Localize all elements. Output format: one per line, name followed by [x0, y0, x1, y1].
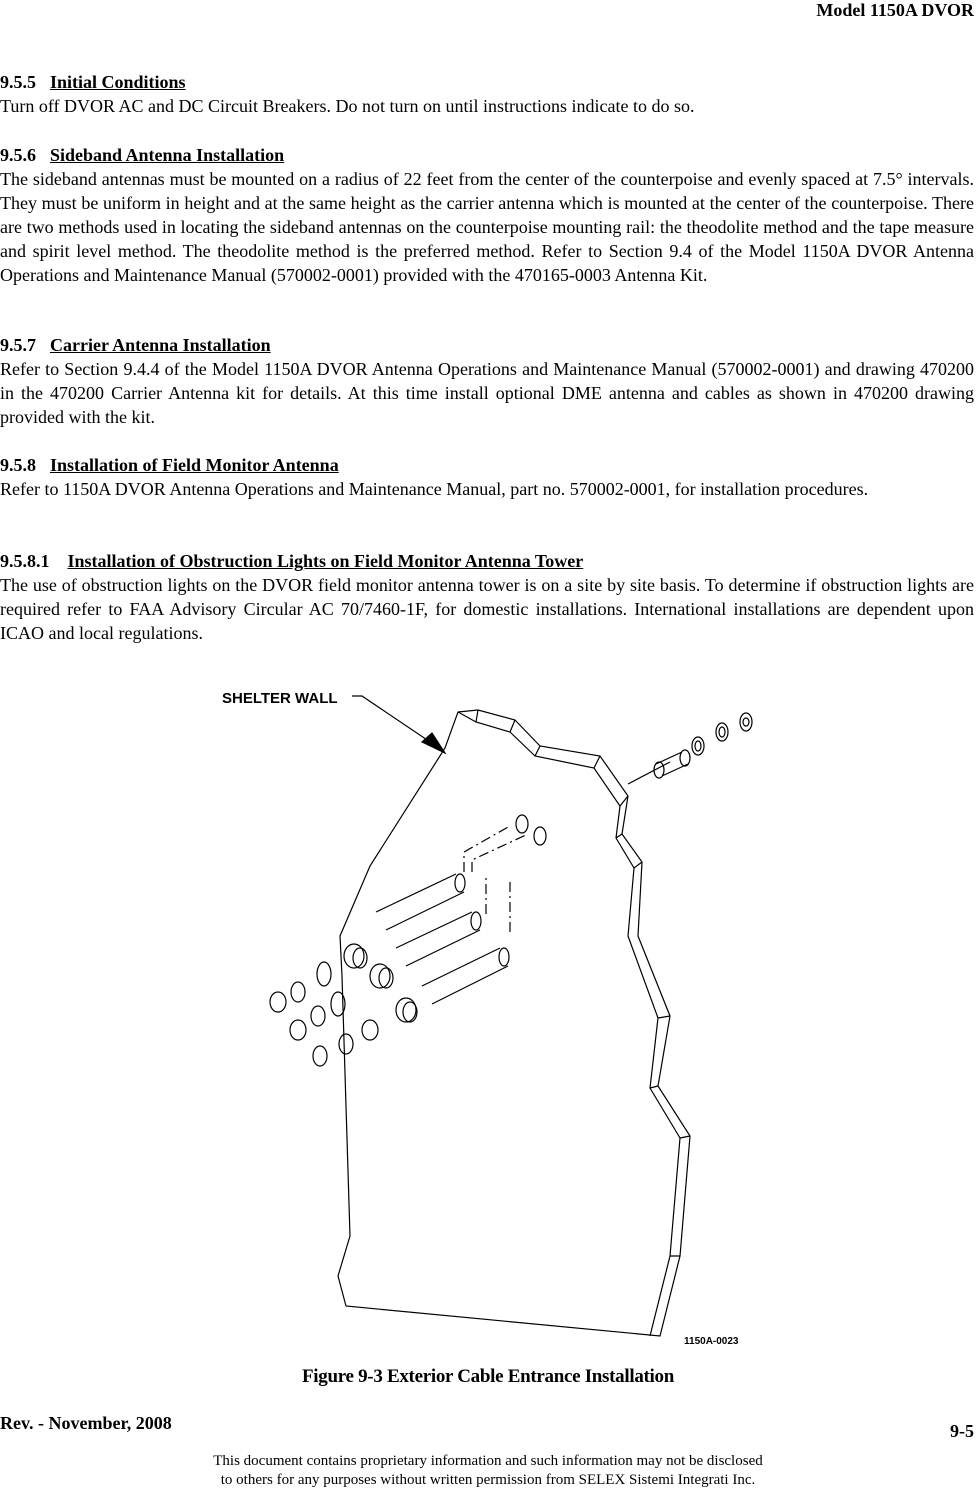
section-body: The use of obstruction lights on the DVOR field monitor antenna tower is on a site by site basis. To determine if obstruction lights are required refer to FAA Advisory Circular AC 70/7460-1F, for domestic installations. International installations are dependent upon ICAO and local regulations.: [0, 575, 974, 643]
section-heading: [0, 70, 974, 94]
section-obstruction-lights: [0, 549, 974, 645]
shelter-wall: [338, 710, 690, 1336]
section-number: 9.5.6: [0, 145, 36, 165]
section-title: Installation of Field Monitor Antenna: [50, 455, 339, 475]
figure-caption: Figure 9-3 Exterior Cable Entrance Installation: [301, 1366, 675, 1387]
proprietary-notice: [0, 1452, 976, 1490]
upper-fitting-assembly: [628, 713, 752, 784]
section-field-monitor-antenna: [0, 453, 974, 501]
conduit-tubes: [376, 815, 546, 1004]
section-title: Sideband Antenna Installation: [50, 145, 285, 165]
section-initial-conditions: [0, 70, 974, 118]
callout-arrowhead: [422, 733, 445, 753]
shelter-wall-callout: SHELTER WALL: [222, 690, 338, 707]
section-title: Installation of Obstruction Lights on Field Monitor Antenna Tower: [67, 551, 584, 571]
section-body: Refer to 1150A DVOR Antenna Operations and Maintenance Manual, part no. 570002-0001, for installation procedures.: [0, 479, 869, 499]
section-number: 9.5.5: [0, 72, 36, 92]
section-number: 9.5.7: [0, 335, 36, 355]
lower-fitting-assembly: [270, 944, 417, 1066]
section-carrier-antenna: [0, 333, 974, 429]
section-title: Initial Conditions: [50, 72, 186, 92]
section-heading: [0, 549, 974, 573]
section-body: Refer to Section 9.4.4 of the Model 1150A DVOR Antenna Operations and Maintenance Manual (570002-0001) and drawing 470200 in the 470200 Carrier Antenna kit for details. At this time install optional DME antenna and cables as shown in 470200 drawing provided with the kit.: [0, 359, 974, 427]
section-heading: [0, 143, 974, 167]
document-header: Model 1150A DVOR: [816, 0, 974, 20]
drawing-id-label: 1150A-0023: [684, 1336, 739, 1347]
section-number: 9.5.8.1: [0, 551, 50, 571]
section-heading: [0, 453, 974, 477]
section-number: 9.5.8: [0, 455, 36, 475]
section-sideband-antenna: [0, 143, 974, 287]
revision-date: Rev. - November, 2008: [0, 1413, 172, 1433]
section-body: Turn off DVOR AC and DC Circuit Breakers. Do not turn on until instructions indicate to do so.: [0, 96, 695, 116]
notice-line-1: This document contains proprietary information and such information may not be disclosed: [213, 1453, 763, 1469]
cable-entrance-drawing: [210, 676, 770, 1356]
page-number: 9-5: [950, 1421, 974, 1441]
notice-line-2: to others for any purposes without written permission from SELEX Sistemi Integrati Inc.: [220, 1472, 756, 1488]
section-title: Carrier Antenna Installation: [50, 335, 271, 355]
section-body: The sideband antennas must be mounted on a radius of 22 feet from the center of the counterpoise and evenly spaced at 7.5° intervals. They must be uniform in height and at the same height as the carrier antenna which is mounted at the center of the counterpoise. There are two methods used in locating the sideband antennas on the counterpoise mounting rail: the theodolite method and the tape measure and spirit level method. The theodolite method is the preferred method. Refer to Section 9.4 of the Model 1150A DVOR Antenna Operations and Maintenance Manual (570002-0001) provided with the 470165-0003 Antenna Kit.: [0, 169, 974, 285]
section-heading: [0, 333, 974, 357]
